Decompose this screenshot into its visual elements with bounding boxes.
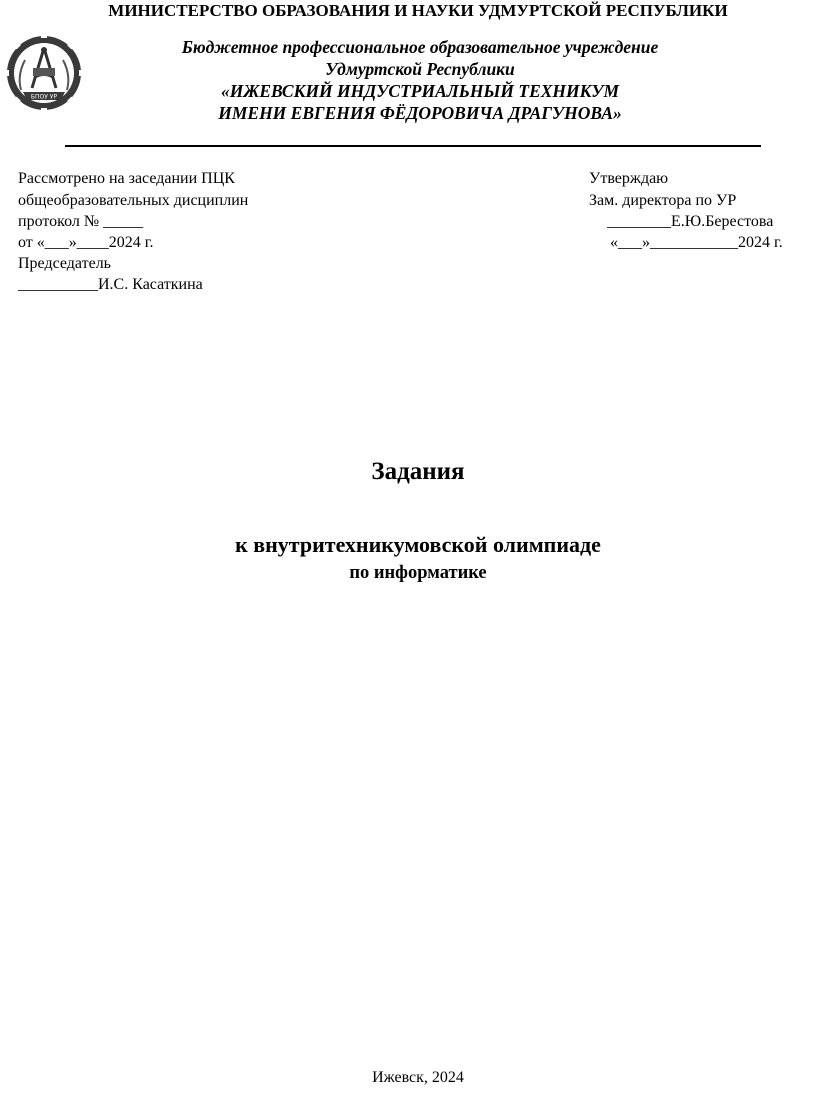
chairman-label: Председатель [18, 255, 111, 272]
protocol-line: протокол № _____ [18, 213, 144, 230]
approve-label: Утверждаю [589, 170, 669, 187]
ministry-heading: МИНИСТЕРСТВО ОБРАЗОВАНИЯ И НАУКИ УДМУРТСКОЙ РЕСПУБЛИКИ [108, 1, 728, 20]
footer-place-year: Ижевск, 2024 [372, 1069, 464, 1086]
page-subtitle: к внутритехникумовской олимпиаде [235, 532, 601, 557]
logo-text: БПОУ УР [30, 93, 58, 101]
institution-line-4: ИМЕНИ ЕВГЕНИЯ ФЁДОРОВИЧА ДРАГУНОВА» [218, 103, 622, 123]
right-date-line: «___»___________2024 г. [610, 234, 783, 251]
deputy-director-line: Зам. директора по УР [589, 192, 737, 209]
subject-line: по информатике [349, 563, 487, 583]
institution-line-1: Бюджетное профессиональное образовательное учреждение [181, 37, 659, 57]
header-divider [65, 145, 761, 147]
page-title: Задания [371, 458, 465, 485]
discipline-line: общеобразовательных дисциплин [18, 192, 249, 209]
reviewed-line: Рассмотрено на заседании ПЦК [18, 170, 235, 187]
chairman-signature: __________И.С. Касаткина [18, 276, 203, 293]
institution-line-2: Удмуртской Республики [325, 59, 515, 79]
director-signature: ________Е.Ю.Берестова [607, 213, 774, 230]
institution-line-3: «ИЖЕВСКИЙ ИНДУСТРИАЛЬНЫЙ ТЕХНИКУМ [220, 81, 620, 101]
left-date-line: от «___»____2024 г. [18, 234, 154, 251]
